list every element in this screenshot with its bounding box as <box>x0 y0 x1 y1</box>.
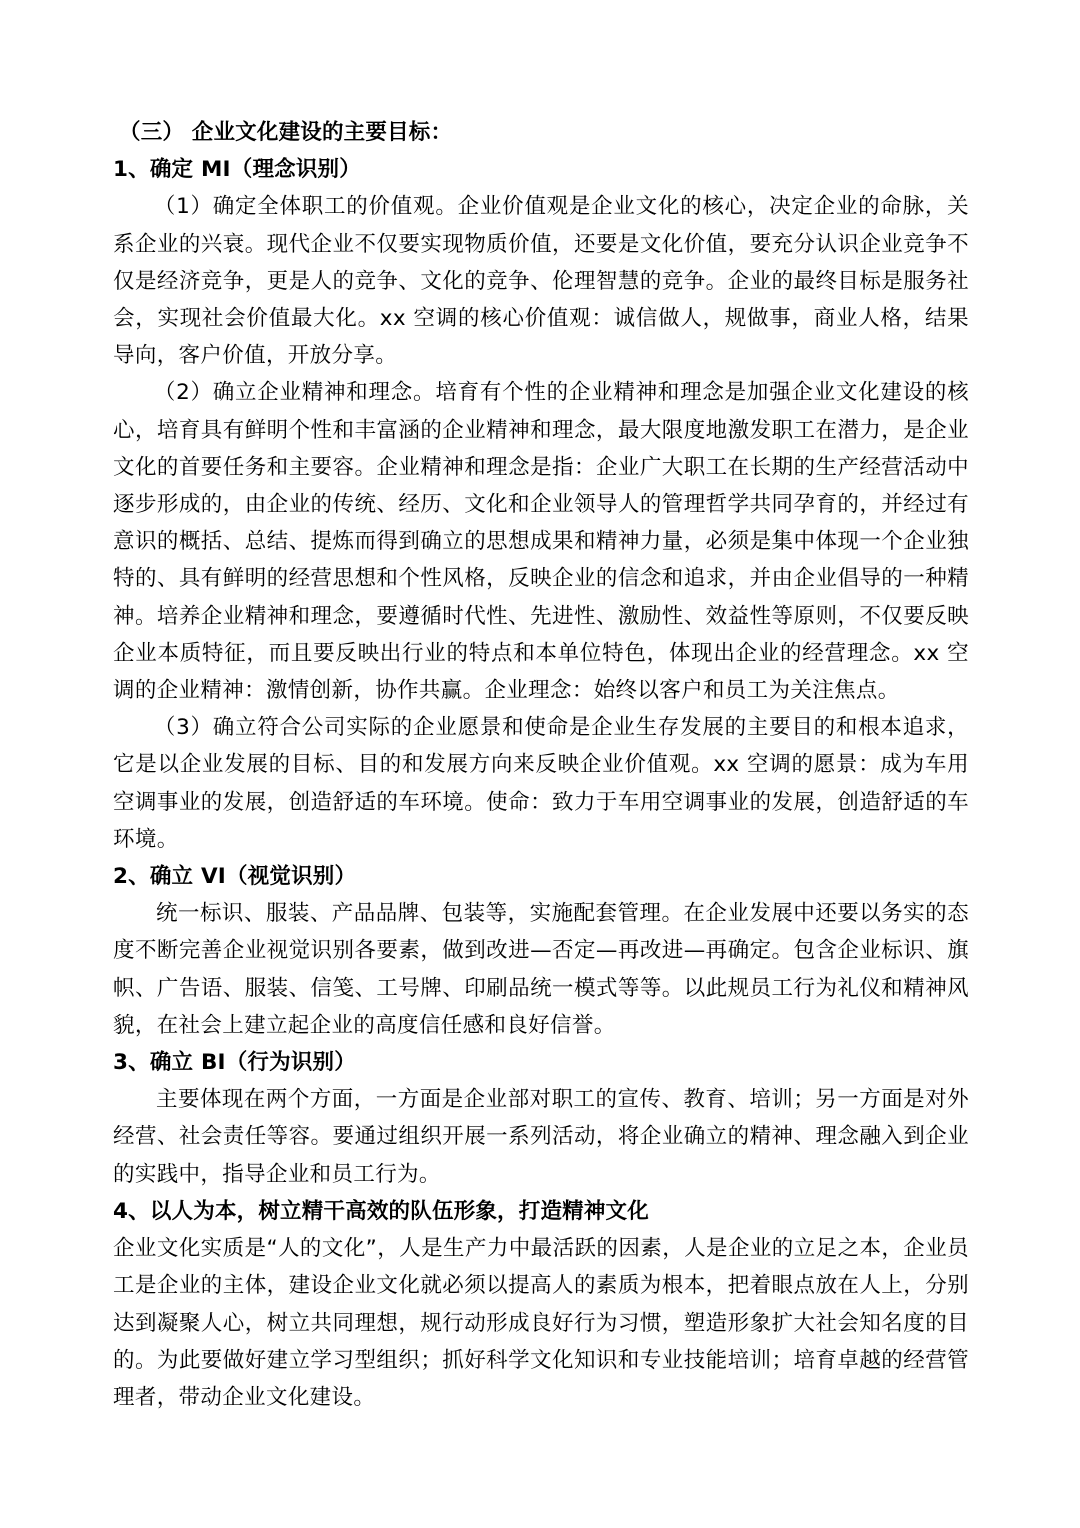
heading-mi: 1、确定 MI（理念识别） <box>113 157 361 183</box>
paragraph-behavior-identity: 主要体现在两个方面，一方面是企业部对职工的宣传、教育、培训；另一方面是对外经营、社会责任等容。要通过组织开展一系列活动，将企业确立的精神、理念融入到企业的实践中，指导企业和员工行为。 <box>113 1087 969 1187</box>
section-title: （三） 企业文化建设的主要目标： <box>119 120 453 145</box>
heading-vi: 2、确立 VI（视觉识别） <box>113 864 357 890</box>
document-body <box>113 114 969 1416</box>
paragraph-visual-identity: 统一标识、服装、产品品牌、包装等，实施配套管理。在企业发展中还要以务实的态度不断完善企业视觉识别各要素，做到改进—否定—再改进—再确定。包含企业标识、旗帜、广告语、服装、信笺、工号牌、印刷品统一模式等等。以此规员工行为礼仪和精神风貌，在社会上建立起企业的高度信任感和良好信誉。 <box>113 901 969 1038</box>
heading-people-oriented: 4、以人为本，树立精干高效的队伍形象，打造精神文化 <box>113 1198 649 1224</box>
heading-bi: 3、确立 BI（行为识别） <box>113 1050 356 1076</box>
paragraph-spirit: （2）确立企业精神和理念。培育有个性的企业精神和理念是加强企业文化建设的核心，培育具有鲜明个性和丰富涵的企业精神和理念，最大限度地激发职工在潜力，是企业文化的首要任务和主要容。企业精神和理念是指：企业广大职工在长期的生产经营活动中逐步形成的，由企业的传统、经历、文化和企业领导人的管理哲学共同孕育的，并经过有意识的概括、总结、提炼而得到确立的思想成果和精神力量，必须是集中体现一个企业独特的、具有鲜明的经营思想和个性风格，反映企业的信念和追求，并由企业倡导的一种精神。培养企业精神和理念，要遵循时代性、先进性、激励性、效益性等原则，不仅要反映企业本质特征，而且要反映出行业的特点和本单位特色，体现出企业的经营理念。xx 空调的企业精神：激情创新，协作共赢。企业理念：始终以客户和员工为关注焦点。 <box>113 380 969 704</box>
paragraph-people-culture: 企业文化实质是“人的文化”，人是生产力中最活跃的因素，人是企业的立足之本，企业员工是企业的主体，建设企业文化就必须以提高人的素质为根本，把着眼点放在人上，分别达到凝聚人心，树立共同理想，规行动形成良好行为习惯，塑造形象扩大社会知名度的目的。为此要做好建立学习型组织；抓好科学文化知识和专业技能培训；培育卓越的经营管理者，带动企业文化建设。 <box>113 1236 969 1410</box>
paragraph-values: （1）确定全体职工的价值观。企业价值观是企业文化的核心，决定企业的命脉，关系企业的兴衰。现代企业不仅要实现物质价值，还要是文化价值，要充分认识企业竞争不仅是经济竞争，更是人的竞争、文化的竞争、伦理智慧的竞争。企业的最终目标是服务社会，实现社会价值最大化。xx 空调的核心价值观：诚信做人，规做事，商业人格，结果导向，客户价值，开放分享。 <box>113 194 969 369</box>
paragraph-vision: （3）确立符合公司实际的企业愿景和使命是企业生存发展的主要目的和根本追求，它是以企业发展的目标、目的和发展方向来反映企业价值观。xx 空调的愿景：成为车用空调事业的发展，创造舒适的车环境。使命：致力于车用空调事业的发展，创造舒适的车环境。 <box>113 715 969 852</box>
